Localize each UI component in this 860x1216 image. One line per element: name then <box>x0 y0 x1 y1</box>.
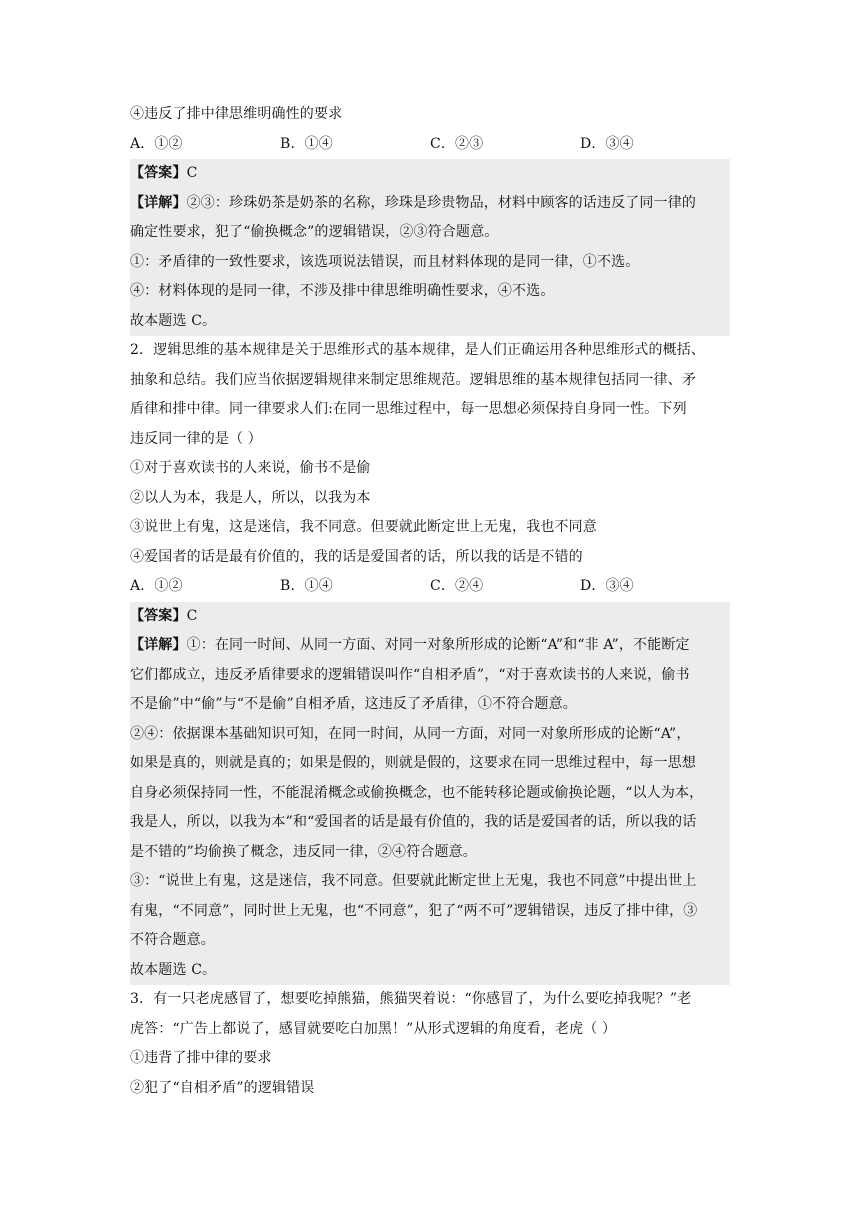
answer-tag: 【答案】 <box>130 607 187 624</box>
q2-statement-3: ③说世上有鬼，这是迷信，我不同意。但要就此断定世上无鬼，我也不同意 <box>130 519 597 535</box>
q2-option-a: A．①② <box>130 578 183 594</box>
document-content <box>130 100 730 1103</box>
q2-stem-line: 抽象和总结。我们应当依据逻辑规律来制定思维规范。逻辑思维的基本规律包括同一律、矛 <box>130 371 696 388</box>
q1-answer-block <box>130 159 730 336</box>
q2-option-c: C．②④ <box>430 578 484 594</box>
q1-detail-line: ①：矛盾律的一致性要求，该选项说法错误，而且材料体现的是同一律，①不选。 <box>130 253 640 270</box>
q2-detail-line: 自身必须保持同一性，不能混淆概念或偷换概念，也不能转移论题或偷换论题，“以人为本， <box>130 784 704 801</box>
q1-detail-line: ④：材料体现的是同一律，不涉及排中律思维明确性要求，④不选。 <box>130 283 555 299</box>
q2-detail-line: 有鬼，“不同意”，同时世上无鬼，也“不同意”，犯了“两不可”逻辑错误，违反了排中律，③ <box>130 902 698 919</box>
answer-tag: 【答案】 <box>130 165 187 181</box>
q2-detail-line: 不是偷”中“偷”与“不是偷”自相矛盾，这违反了矛盾律，①不符合题意。 <box>130 696 577 712</box>
q3-statement-2: ②犯了“自相矛盾”的逻辑错误 <box>130 1079 315 1096</box>
q2-statement-4: ④爱国者的话是最有价值的，我的话是爱国者的话，所以我的话是不错的 <box>130 548 583 565</box>
q1-statement-4: ④违反了排中律思维明确性的要求 <box>130 106 343 122</box>
q1-option-d: D．③④ <box>580 135 634 152</box>
detail-text: ①：在同一时间、从同一方面、对同一对象所形成的论断“A”和“非 A”，不能断定 <box>186 637 690 653</box>
q3-stem <box>130 985 730 1044</box>
q1-options <box>130 130 730 160</box>
detail-text: ②③：珍珠奶茶是奶茶的名称，珍珠是珍贵物品，材料中顾客的话违反了同一律的 <box>186 194 697 211</box>
q2-detail-line: 我是人，所以，以我为本”和“爱国者的话是最有价值的，我的话是爱国者的话，所以我的话 <box>130 814 697 830</box>
q2-detail-line: 是不错的”均偷换了概念，违反同一律，②④符合题意。 <box>130 843 477 860</box>
q2-option-d: D．③④ <box>580 578 634 594</box>
q2-detail-line <box>130 631 730 661</box>
q2-statement-2: ②以人为本，我是人，所以，以我为本 <box>130 489 371 506</box>
q2-answer-block <box>130 602 730 986</box>
detail-tag: 【详解】 <box>130 194 187 211</box>
q2-options <box>130 572 730 602</box>
q3-stem-line: 3．有一只老虎感冒了，想要吃掉熊猫，熊猫哭着说：“你感冒了，为什么要吃掉我呢？”老 <box>130 991 692 1007</box>
q3-stem-line: 虎答：“广告上都说了，感冒就要吃白加黑！”从形式逻辑的角度看，老虎（ ） <box>130 1020 617 1037</box>
q2-statement-1: ①对于喜欢读书的人来说，偷书不是偷 <box>130 460 371 476</box>
q1-detail-line: 确定性要求，犯了“偷换概念”的逻辑错误，②③符合题意。 <box>130 224 499 240</box>
q1-detail-line <box>130 189 730 219</box>
q2-detail-line: 不符合题意。 <box>130 932 215 948</box>
answer-value: C <box>186 607 198 624</box>
q1-option-b: B．①④ <box>280 135 333 152</box>
q1-option-c: C．②③ <box>430 135 484 152</box>
q2-stem-line: 盾律和排中律。同一律要求人们:在同一思维过程中，每一思想必须保持自身同一性。下列 <box>130 401 687 417</box>
q2-stem-line: 2．逻辑思维的基本规律是关于思维形式的基本规律，是人们正确运用各种思维形式的概括、 <box>130 342 706 358</box>
q1-answer <box>130 159 730 189</box>
q2-option-b: B．①④ <box>280 578 333 594</box>
q2-detail-line: 如果是真的，则就是真的；如果是假的，则就是假的，这要求在同一思维过程中，每一思想 <box>130 755 696 771</box>
q1-option-a: A．①② <box>130 135 183 152</box>
q2-stem <box>130 336 730 454</box>
q2-detail-line: 故本题选 C。 <box>130 961 217 978</box>
answer-value: C <box>186 165 198 181</box>
q2-detail-line: 它们都成立，违反矛盾律要求的逻辑错误叫作“自相矛盾”，“对于喜欢读书的人来说，偷书 <box>130 666 690 683</box>
q2-stem-line: 违反同一律的是（ ） <box>130 430 262 447</box>
q1-detail-line: 故本题选 C。 <box>130 312 217 329</box>
q2-detail-line: ②④：依据课本基础知识可知，在同一时间，从同一方面，对同一对象所形成的论断“A”， <box>130 725 691 742</box>
q2-answer <box>130 602 730 632</box>
q2-detail-line: ③：“说世上有鬼，这是迷信，我不同意。但要就此断定世上无鬼，我也不同意”中提出世上 <box>130 873 697 889</box>
detail-tag: 【详解】 <box>130 637 187 653</box>
q3-statement-1: ①违背了排中律的要求 <box>130 1050 272 1066</box>
